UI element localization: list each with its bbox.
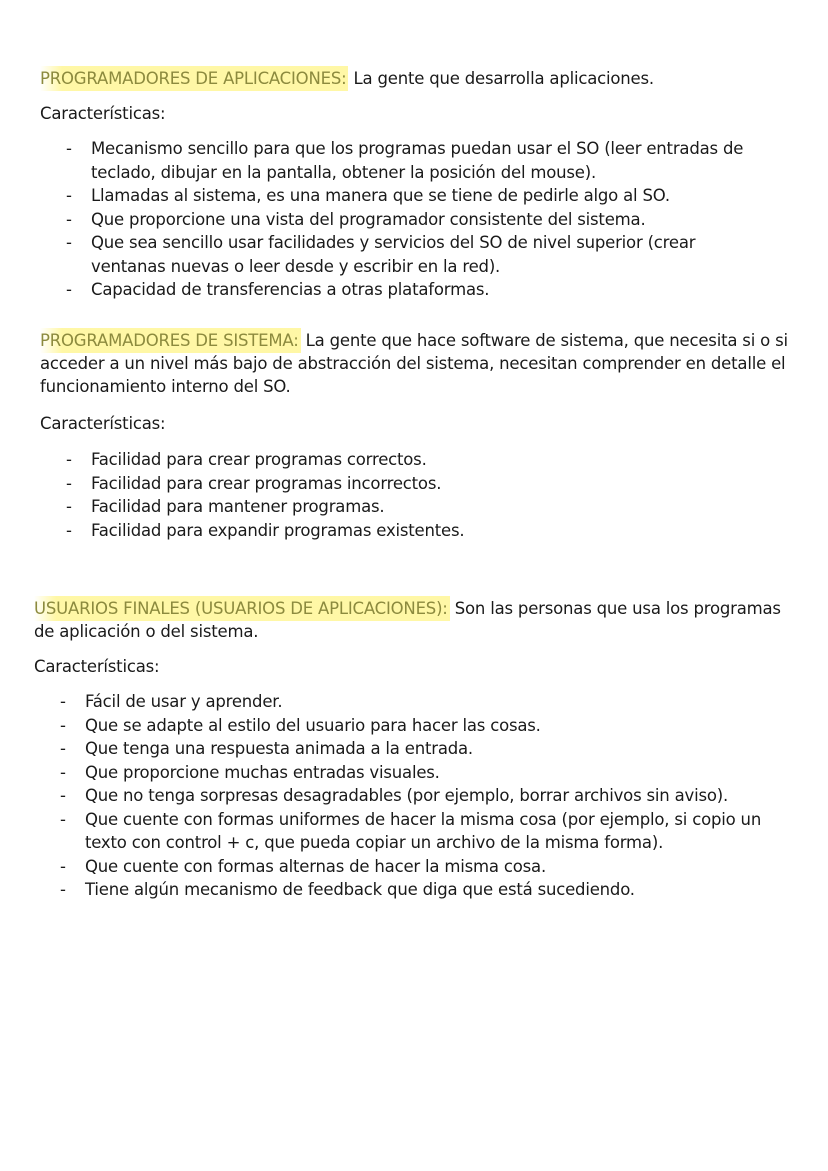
list-item-text: Facilidad para expandir programas existentes. <box>91 520 465 540</box>
dash-bullet: - <box>60 739 66 758</box>
dash-bullet: - <box>60 715 66 735</box>
list-item-text: Fácil de usar y aprender. <box>85 692 283 711</box>
features-list <box>66 448 766 542</box>
dash-bullet: - <box>66 520 72 540</box>
list-item <box>60 855 792 879</box>
list-item <box>66 184 766 208</box>
list-item-text: Que tenga una respuesta animada a la entrada. <box>85 739 473 758</box>
dash-bullet: - <box>66 450 72 469</box>
list-item-text: Que proporcione una vista del programador consistente del sistema. <box>91 209 646 229</box>
list-item <box>66 448 766 472</box>
list-item-text: Tiene algún mecanismo de feedback que diga que está sucediendo. <box>85 880 635 899</box>
list-item <box>66 472 766 496</box>
section-intro: La gente que desarrolla aplicaciones. <box>353 69 654 88</box>
dash-bullet: - <box>60 786 66 805</box>
list-item-text: Que proporcione muchas entradas visuales. <box>85 762 440 782</box>
list-item-text: Mecanismo sencillo para que los programas puedan usar el SO (leer entradas de teclado, dibujar en la pantalla, obtener la posición del mouse). <box>91 139 744 182</box>
dash-bullet: - <box>60 762 66 782</box>
list-item <box>60 690 792 714</box>
dash-bullet: - <box>60 692 66 711</box>
features-list <box>66 137 766 302</box>
list-item-text: Llamadas al sistema, es una manera que se tiene de pedirle algo al SO. <box>91 186 670 205</box>
section-heading-paragraph <box>40 329 800 398</box>
list-item <box>66 208 766 232</box>
section-heading: USUARIOS FINALES (USUARIOS DE APLICACIONES): <box>34 596 450 621</box>
list-item-text: Facilidad para crear programas correctos. <box>91 450 427 469</box>
section-heading: PROGRAMADORES DE APLICACIONES: <box>40 66 348 91</box>
list-item <box>60 784 792 808</box>
list-item <box>60 737 792 761</box>
features-list <box>60 690 792 902</box>
list-item-text: Que cuente con formas uniformes de hacer la misma cosa (por ejemplo, si copio un texto con control + c, que pueda copiar un archivo de la misma forma). <box>85 809 762 852</box>
dash-bullet: - <box>66 186 72 205</box>
dash-bullet: - <box>66 473 72 493</box>
section-heading-paragraph <box>34 597 794 643</box>
dash-bullet: - <box>66 209 72 229</box>
section-intro: La gente que hace software de sistema, que necesita si o si acceder a un nivel más bajo de abstracción del sistema, necesitan comprender en detalle el funcionamiento interno del SO. <box>40 331 788 396</box>
list-item <box>66 278 766 302</box>
dash-bullet: - <box>60 856 66 876</box>
dash-bullet: - <box>66 280 72 299</box>
list-item <box>66 231 766 278</box>
list-item-text: Capacidad de transferencias a otras plataformas. <box>91 280 490 299</box>
list-item <box>66 495 766 519</box>
list-item <box>66 519 766 543</box>
section-heading-line <box>40 67 654 90</box>
list-item-text: Que no tenga sorpresas desagradables (por ejemplo, borrar archivos sin aviso). <box>85 786 729 805</box>
list-item <box>66 137 766 184</box>
list-item-text: Que cuente con formas alternas de hacer la misma cosa. <box>85 856 546 876</box>
list-item-text: Facilidad para crear programas incorrectos. <box>91 473 442 493</box>
list-item <box>60 808 792 855</box>
section-intro: Son las personas que usa los programas de aplicación o del sistema. <box>34 599 781 641</box>
list-item <box>60 878 792 902</box>
list-item <box>60 714 792 738</box>
list-item-text: Que sea sencillo usar facilidades y servicios del SO de nivel superior (crear ventanas nuevas o leer desde y escribir en la red). <box>91 233 696 276</box>
dash-bullet: - <box>66 497 72 516</box>
list-item-text: Que se adapte al estilo del usuario para hacer las cosas. <box>85 715 541 735</box>
dash-bullet: - <box>60 880 66 899</box>
dash-bullet: - <box>60 809 66 829</box>
list-item <box>60 761 792 785</box>
features-label: Características: <box>40 414 166 433</box>
list-item-text: Facilidad para mantener programas. <box>91 497 385 516</box>
dash-bullet: - <box>66 233 72 252</box>
section-heading: PROGRAMADORES DE SISTEMA: <box>40 328 301 353</box>
dash-bullet: - <box>66 139 72 158</box>
features-label: Características: <box>40 104 166 123</box>
features-label: Características: <box>34 657 160 676</box>
